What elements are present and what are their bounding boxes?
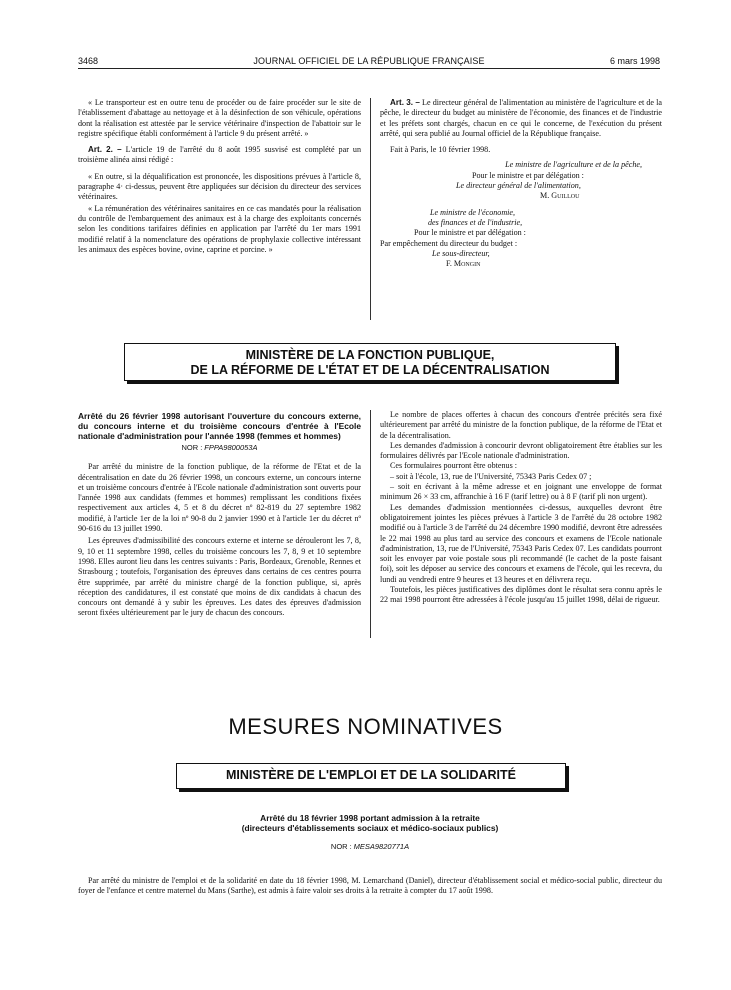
- article-text: Le directeur général de l'alimentation au ministère de l'agriculture et de la pêche, le directeur du budget au ministère de l'économie, des finances et de l'industrie et les préfets sont chargés, chacun en ce qui le concerne, de l'exécution du présent arrêté, qui sera publié au Journal officiel de la République française.: [380, 98, 662, 138]
- section-heading: MESURES NOMINATIVES: [228, 714, 503, 739]
- article-label: Art. 2. –: [88, 145, 122, 155]
- signature-block-1: [380, 160, 662, 201]
- journal-title: JOURNAL OFFICIEL DE LA RÉPUBLIQUE FRANÇAISE: [253, 56, 485, 66]
- top-left-column: [78, 98, 361, 255]
- paragraph: Le nombre de places offertes à chacun des concours d'entrée précités sera fixé ultérieurement par arrêté du ministre de la fonction publique, de la réforme de l'Etat et de la décentralisation.: [380, 410, 662, 440]
- arrete-title: Arrêté du 18 février 1998 portant admission à la retraite: [260, 813, 480, 823]
- article-3: [380, 98, 662, 139]
- signatory-name: F. Mongin: [446, 259, 481, 269]
- article-2: [78, 145, 361, 166]
- article-label: Art. 3. –: [390, 98, 420, 107]
- arrete-title: Arrêté du 26 février 1998 autorisant l'ouverture du concours externe, du concours interne et du troisième concours d'entrée à l'Ecole nationale d'administration pour l'année 1998 (femmes et hommes): [78, 411, 361, 441]
- done-at: Fait à Paris, le 10 février 1998.: [390, 145, 491, 155]
- arrete-subtitle: (directeurs d'établissements sociaux et médico-sociaux publics): [241, 823, 499, 833]
- impediment: Par empêchement du directeur du budget :: [380, 238, 518, 248]
- arrete-ena-left-column: [78, 411, 361, 619]
- signatory-role: Le ministre de l'agriculture et de la pêche,: [505, 160, 642, 170]
- delegation: Pour le ministre et par délégation :: [472, 170, 584, 180]
- nor-label: NOR :: [330, 842, 352, 851]
- paragraph: Les demandes d'admission mentionnées ci-dessus, auxquelles devront être obligatoirement jointes les pièces prévues à l'article 3 de l'arrêté du 28 octobre 1982 modifié ou à l'article 3 de l'arrêté du 24 décembre 1990 modifié, devront être adressées le 22 mai 1998 au plus tard au service des concours et examens de l'Ecole nationale d'administration, 13, rue de l'Université, 75343 Paris Cedex 07. Les candidats pourront soit les envoyer par voie postale sous pli recommandé (le cachet de la poste faisant foi), soit les déposer au service des concours et examens de l'école, qui les recevra, du lundi au vendredi entre 9 heures et 13 heures et en délivrera reçu.: [380, 502, 662, 584]
- paragraph: « En outre, si la déqualification est prononcée, les dispositions prévues à l'article 8, paragraphe 4· ci-dessus, peuvent être appliquées sur décision du directeur des services vétérinaires.: [78, 171, 361, 202]
- ministry-name-line: DE LA RÉFORME DE L'ÉTAT ET DE LA DÉCENTRALISATION: [190, 363, 550, 377]
- signature-block-2: [380, 208, 662, 270]
- column-divider: [370, 98, 371, 320]
- paragraph: Par arrêté du ministre de la fonction publique, de la réforme de l'Etat et de la décentralisation en date du 26 février 1998, un concours externe, un concours interne et un troisième concours d'entrée à l'Ecole nationale d'administration sont ouverts pour l'année 1998 aux candidats (femmes et hommes) remplissant les conditions fixées respectivement aux articles 4, 5 et 8 du décret nº 82-819 du 27 septembre 1982 modifié, à l'article 1er de la loi nº 90-8 du 2 janvier 1990 et à l'article 1er du décret nº 90-616 du 13 juillet 1990.: [78, 462, 361, 534]
- page-number: 3468: [78, 56, 99, 66]
- signatory-role: Le ministre de l'économie,: [430, 207, 516, 217]
- signatory-name: M. Guillou: [540, 191, 580, 201]
- arrete-retraite-heading: [78, 813, 662, 852]
- signatory-title: Le sous-directeur,: [432, 248, 490, 258]
- delegation: Pour le ministre et par délégation :: [414, 228, 526, 238]
- nor-code: MESA9820771A: [353, 842, 410, 851]
- ministry-box-fonction-publique: [124, 343, 616, 381]
- signatory-title: Le directeur général de l'alimentation,: [456, 181, 581, 191]
- paragraph: Ces formulaires pourront être obtenus :: [390, 461, 517, 471]
- ministry-name-line: MINISTÈRE DE LA FONCTION PUBLIQUE,: [245, 348, 495, 362]
- column-divider: [370, 410, 371, 638]
- arrete-ena-right-column: [380, 410, 662, 606]
- top-right-column: [380, 98, 662, 269]
- nor-reference: [78, 443, 361, 453]
- paragraph: Toutefois, les pièces justificatives des diplômes dont le résultat sera connu après le 22 mai 1998 pourront être adressées à l'école jusqu'au 15 juillet 1998, délai de rigueur.: [380, 585, 662, 605]
- list-item: – soit en écrivant à la même adresse et en joignant une enveloppe de format minimum 26 × 33 cm, affranchie à 16 F (tarif lettre) ou à 8 F (tarif pli non urgent).: [380, 482, 662, 502]
- signatory-role: des finances et de l'industrie,: [428, 217, 523, 227]
- paragraph: « La rémunération des vétérinaires sanitaires en ce cas mandatés pour la réalisation du contrôle de l'embarquement des animaux est à la charge des exploitants concernés selon les conditions tarifaires définies en application par l'arrêté du 1er mars 1991 modifié relatif à la nomenclature des opérations de prophylaxie collective intéressant les animaux des espèces bovine, ovine, caprine et porcine. »: [78, 203, 361, 254]
- paragraph: « Le transporteur est en outre tenu de procéder ou de faire procéder sur le site de l'établissement d'abattage au nettoyage et à la désinfection de son véhicule, opérations dont la réalisation est attestée par le service vétérinaire d'inspection de l'abattoir sur le registre spécifique établi conformément à l'article 9 du présent arrêté. »: [78, 98, 361, 138]
- ministry-box-emploi: MINISTÈRE DE L'EMPLOI ET DE LA SOLIDARITÉ: [176, 763, 566, 789]
- nor-reference: [78, 842, 662, 852]
- issue-date: 6 mars 1998: [609, 56, 660, 66]
- arrete-retraite-body: [78, 876, 662, 897]
- paragraph: Par arrêté du ministre de l'emploi et de la solidarité en date du 18 février 1998, M. Lemarchand (Daniel), directeur d'établissement social et médico-social public, directeur du foyer de l'enfance et centre maternel du Mans (Sarthe), est admis à faire valoir ses droits à la retraite à compter du 17 août 1998.: [78, 876, 662, 896]
- header-rule: [78, 68, 660, 69]
- article-text: L'article 19 de l'arrêté du 8 août 1995 susvisé est complété par un troisième alinéa ainsi rédigé :: [78, 145, 361, 165]
- list-item: – soit à l'école, 13, rue de l'Université, 75343 Paris Cedex 07 ;: [390, 471, 592, 481]
- nor-label: NOR :: [181, 443, 203, 452]
- paragraph: Les épreuves d'admissibilité des concours externe et interne se dérouleront les 7, 8, 9, 10 et 11 septembre 1998, celles du troisième concours les 7, 8, 9 et 10 septembre 1998. Elles auront lieu dans les centres suivants : Paris, Bordeaux, Grenoble, Rennes et Strasbourg ; toutefois, l'organisation des épreuves dans certains de ces centres pourra être supprimée, par arrêté du ministre chargé de la fonction publique, si, après réception des candidatures, il est constaté que moins de dix candidats à chacun des concours ont demandé à y subir les épreuves. Les dates des épreuves d'admission seront fixées ultérieurement par le jury de chacun des concours.: [78, 536, 361, 618]
- nor-code: FPPA9800053A: [204, 443, 258, 452]
- paragraph: Les demandes d'admission à concourir devront obligatoirement être établies sur les formulaires délivrés par l'Ecole nationale d'administration.: [380, 440, 662, 461]
